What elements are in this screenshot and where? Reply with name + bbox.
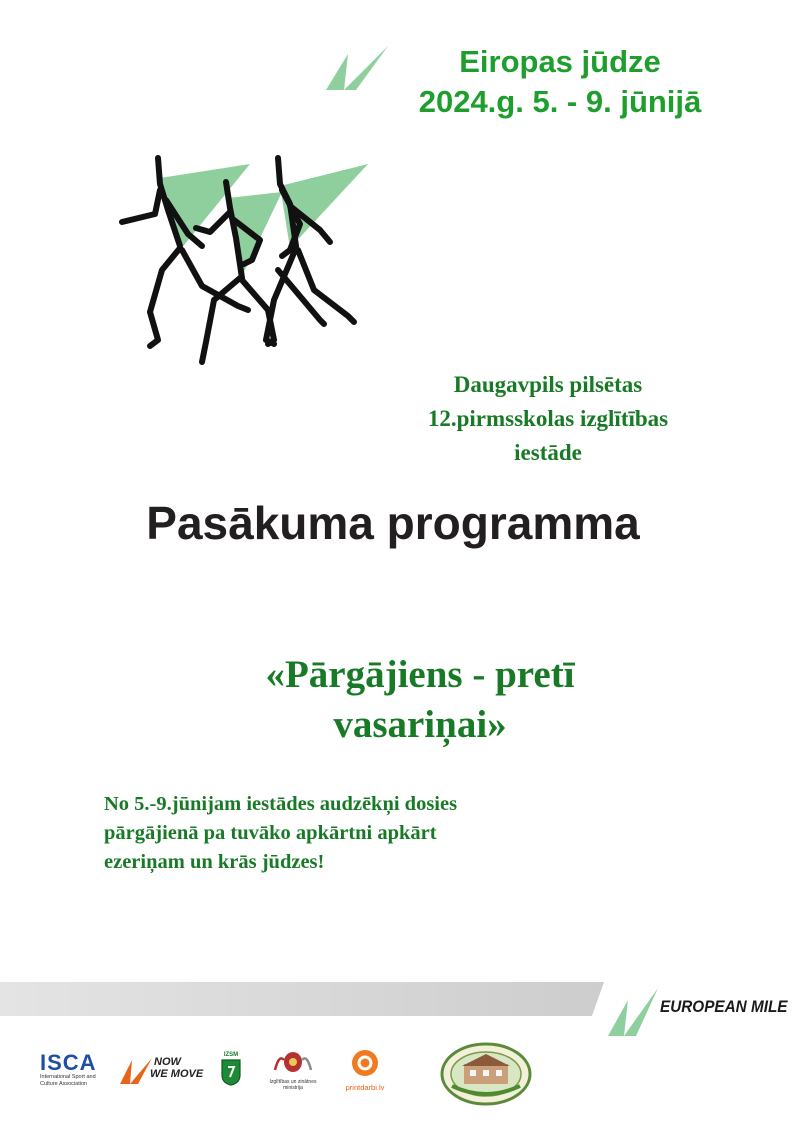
walkers-illustration <box>110 150 370 375</box>
activity-title-line: «Pārgājiens - pretī <box>265 653 575 696</box>
ministry-logo-text: ministrija <box>283 1085 303 1091</box>
printdarbi-circle-icon <box>350 1048 380 1078</box>
printdarbi-text: printdarbi.lv <box>345 1083 385 1092</box>
ministry-logo-text: Izglītības un zinātnes <box>269 1079 317 1085</box>
ministry-logo <box>264 1050 322 1090</box>
description-line: pārgājienā pa tuvāko apkārtni apkārt <box>104 822 437 844</box>
isca-logo-subtitle: International Sport and <box>40 1074 96 1080</box>
description-line: ezeriņam un krās jūdzes! <box>104 851 325 873</box>
european-mile-footer-icon <box>606 984 660 1040</box>
izsm-logo-label: IZSM <box>223 1052 239 1058</box>
isca-logo <box>40 1052 106 1088</box>
activity-title-line: vasariņai» <box>333 703 507 746</box>
event-name-line: Eiropas jūdze <box>459 44 661 79</box>
izsm-logo <box>220 1052 242 1086</box>
event-dates-line: 2024.g. 5. - 9. jūnijā <box>418 84 702 119</box>
description-line: No 5.-9.jūnijam iestādes audzēkņi dosies <box>104 793 458 815</box>
school-emblem-icon <box>440 1042 532 1106</box>
organization-line: Daugavpils pilsētas <box>453 372 643 397</box>
now-we-move-text: NOW <box>154 1056 181 1068</box>
izsm-shield-icon <box>220 1059 242 1086</box>
event-title <box>370 42 750 122</box>
european-mile-label: EUROPEAN MILE <box>660 997 788 1016</box>
isca-logo-title: ISCA <box>40 1050 97 1075</box>
now-we-move-text: WE MOVE <box>150 1068 204 1080</box>
activity-title <box>160 650 680 750</box>
organization-name <box>360 368 736 470</box>
now-we-move-icon <box>120 1056 154 1086</box>
organization-line: 12.pirmsskolas izglītības <box>427 406 669 431</box>
coat-of-arms-icon <box>271 1050 315 1074</box>
activity-description <box>104 790 624 877</box>
isca-logo-subtitle: Culture Association <box>40 1081 88 1087</box>
organization-line: iestāde <box>514 440 582 465</box>
printdarbi-logo <box>340 1048 390 1092</box>
now-we-move-logo <box>120 1054 204 1088</box>
program-title: Pasākuma programma <box>146 497 640 549</box>
footer-band <box>0 982 604 1016</box>
